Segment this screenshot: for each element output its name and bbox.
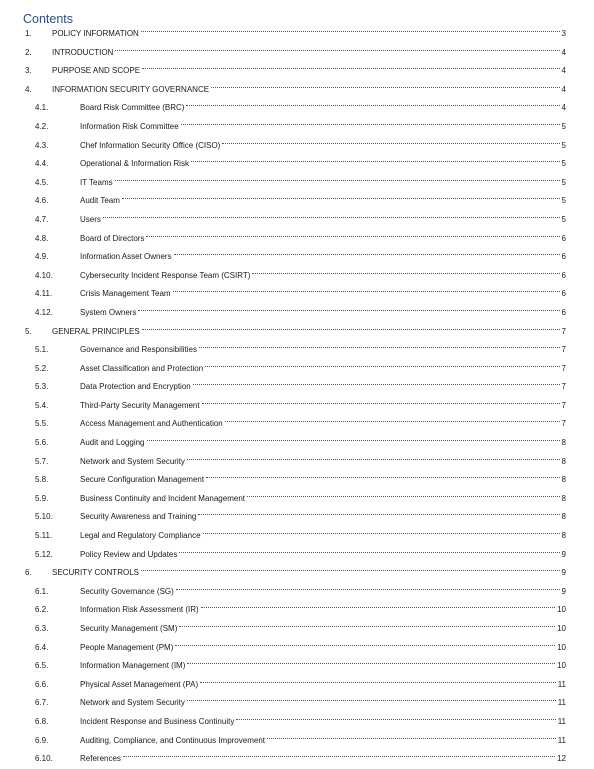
toc-entry-line [80,155,566,174]
toc-entry[interactable] [0,415,594,434]
toc-entry-page: 7 [561,419,566,429]
toc-dot-leader [122,198,560,199]
toc-dot-leader [174,254,560,255]
toc-entry-line [80,360,566,379]
toc-entry-number: 5.2. [35,363,49,373]
toc-entry-line [80,713,566,732]
toc-entry-line [80,508,566,527]
toc-entry-number: 4.2. [35,121,49,131]
toc-entry[interactable] [0,657,594,676]
toc-entry-line [80,639,566,658]
toc-entry-number: 5.9. [35,493,49,503]
toc-entry-page: 3 [561,29,566,38]
toc-entry-page: 11 [557,698,566,708]
toc-dot-leader [236,719,555,720]
toc-entry[interactable] [0,732,594,751]
toc-dot-leader [146,236,559,237]
toc-entry-line [80,453,566,472]
toc-dot-leader [187,700,556,701]
toc-entry-line [80,694,566,713]
toc-entry-line [80,304,566,323]
toc-dot-leader [199,347,560,348]
toc-entry[interactable] [0,601,594,620]
toc-entry-title: Information Management (IM) [80,661,186,671]
toc-entry-page: 9 [561,549,566,559]
toc-entry-title: IT Teams [80,177,113,187]
toc-entry-page: 4 [561,66,566,76]
toc-entry-title: Secure Configuration Management [80,475,205,485]
toc-entry-number: 4. [25,84,32,94]
toc-dot-leader [115,180,560,181]
toc-entry[interactable] [0,471,594,490]
toc-entry-number: 3. [25,66,32,76]
toc-entry-page: 5 [561,196,566,206]
toc-dot-leader [181,124,560,125]
toc-entry-title: System Owners [80,307,137,317]
toc-dot-leader [142,68,560,69]
toc-entry-page: 7 [561,400,566,410]
toc-entry-page: 8 [561,438,566,448]
toc-entry-page: 7 [561,363,566,373]
toc-entry[interactable] [0,713,594,732]
toc-dot-leader [252,273,559,274]
toc-entry-page: 6 [561,233,566,243]
toc-entry[interactable] [0,434,594,453]
toc-entry-title: Audit and Logging [80,438,145,448]
toc-entry-title: Board Risk Committee (BRC) [80,103,185,113]
toc-entry-line [52,25,566,44]
toc-entry[interactable] [0,508,594,527]
toc-entry-number: 6.8. [35,716,49,726]
toc-dot-leader [187,459,560,460]
toc-entry-title: INFORMATION SECURITY GOVERNANCE [52,84,210,94]
toc-entry-line [80,99,566,118]
toc-entry[interactable] [0,44,594,63]
toc-entry-page: 12 [557,754,566,764]
toc-entry-page: 8 [561,512,566,522]
toc-entry-number: 5.11. [35,531,53,541]
toc-entry-page: 5 [561,214,566,224]
toc-entry-title: Board of Directors [80,233,145,243]
toc-entry[interactable] [0,583,594,602]
toc-entry-title: Physical Asset Management (PA) [80,679,199,689]
toc-entry[interactable] [0,639,594,658]
toc-dot-leader [176,589,560,590]
toc-dot-leader [141,31,560,32]
toc-entry-number: 4.4. [35,159,49,169]
toc-entry-line [80,211,566,230]
toc-entry-number: 4.7. [35,214,49,224]
toc-entry-title: SECURITY CONTROLS [52,568,139,578]
toc-dot-leader [200,682,556,683]
toc-entry-line [80,490,566,509]
toc-dot-leader [193,384,560,385]
toc-entry-title: Business Continuity and Incident Management [80,493,245,503]
toc-dot-leader [142,329,560,330]
toc-entry-line [80,267,566,286]
toc-entry-number: 5.12. [35,549,53,559]
toc-entry[interactable] [0,174,594,193]
toc-entry[interactable] [0,397,594,416]
toc-entry-number: 4.11. [35,289,53,299]
toc-entry[interactable] [0,25,594,44]
toc-entry-line [80,415,566,434]
toc-dot-leader [211,87,559,88]
toc-entry-line [52,44,566,63]
toc-entry[interactable] [0,676,594,695]
toc-entry-title: Legal and Regulatory Compliance [80,531,201,541]
toc-entry[interactable] [0,620,594,639]
toc-entry-number: 5.8. [35,475,49,485]
toc-entry-title: Crisis Management Team [80,289,171,299]
toc-entry-number: 4.12. [35,307,53,317]
toc-entry-number: 5.1. [35,345,49,355]
toc-entry-line [52,62,566,81]
toc-entry-line [80,750,566,769]
toc-entry[interactable] [0,341,594,360]
toc-entry-line [80,397,566,416]
toc-dot-leader [147,440,560,441]
toc-entry[interactable] [0,118,594,137]
toc-entry-title: Data Protection and Encryption [80,382,191,392]
toc-entry-page: 10 [557,605,566,615]
toc-dot-leader [247,496,560,497]
toc-dot-leader [141,570,560,571]
toc-entry-page: 6 [561,307,566,317]
toc-entry-page: 8 [561,456,566,466]
toc-entry-title: People Management (PM) [80,642,174,652]
toc-entry-line [80,118,566,137]
toc-entry-title: Auditing, Compliance, and Continuous Improvement [80,735,265,745]
toc-entry-line [80,471,566,490]
toc-entry-title: Information Risk Assessment (IR) [80,605,199,615]
toc-entry[interactable] [0,490,594,509]
toc-entry-title: Information Risk Committee [80,121,179,131]
toc-dot-leader [186,105,559,106]
toc-entry-page: 8 [561,531,566,541]
toc-entry-line [80,601,566,620]
toc-entry-line [80,137,566,156]
toc-entry-number: 6.7. [35,698,49,708]
toc-entry[interactable] [0,285,594,304]
toc-entry-title: Access Management and Authentication [80,419,223,429]
toc-entry-title: References [80,754,121,764]
toc-entry[interactable] [0,99,594,118]
toc-entry-line [80,620,566,639]
toc-entry-title: GENERAL PRINCIPLES [52,326,140,336]
toc-entry-title: Asset Classification and Protection [80,363,204,373]
toc-entry-number: 2. [25,47,32,57]
toc-entry-line [80,527,566,546]
toc-entry[interactable] [0,360,594,379]
toc-entry-title: Chef Information Security Office (CISO) [80,140,221,150]
toc-entry[interactable] [0,378,594,397]
contents-heading: Contents [23,12,74,26]
toc-entry[interactable] [0,546,594,565]
toc-entry[interactable] [0,192,594,211]
toc-dot-leader [138,310,559,311]
toc-dot-leader [123,756,555,757]
toc-entry-line [80,434,566,453]
toc-entry-line [80,174,566,193]
toc-entry-number: 4.5. [35,177,49,187]
toc-entry-title: Security Management (SM) [80,624,178,633]
toc-dot-leader [206,477,559,478]
toc-dot-leader [267,738,556,739]
toc-entry-number: 5.5. [35,419,49,429]
toc-entry-number: 4.10. [35,270,53,280]
toc-entry-number: 6.3. [35,624,49,633]
toc-dot-leader [175,645,555,646]
toc-entry-number: 1. [25,29,32,38]
toc-entry-number: 6.2. [35,605,49,615]
toc-entry-title: Third-Party Security Management [80,400,200,410]
toc-entry-page: 4 [561,47,566,57]
toc-entry-line [80,341,566,360]
toc-entry[interactable] [0,248,594,267]
toc-entry[interactable] [0,694,594,713]
toc-entry-number: 4.9. [35,252,49,262]
toc-entry-page: 10 [557,624,566,633]
toc-entry-page: 5 [561,177,566,187]
toc-entry-number: 4.8. [35,233,49,243]
toc-entry-title: Governance and Responsibilities [80,345,197,355]
toc-entry-number: 5.6. [35,438,49,448]
toc-dot-leader [198,514,559,515]
toc-dot-leader [173,291,560,292]
toc-dot-leader [191,161,560,162]
toc-dot-leader [201,607,555,608]
toc-entry-page: 5 [561,121,566,131]
toc-dot-leader [179,626,555,627]
toc-entry-page: 10 [557,661,566,671]
toc-entry-title: Incident Response and Business Continuity [80,716,235,726]
toc-entry-page: 4 [561,84,566,94]
toc-dot-leader [103,217,560,218]
toc-entry-number: 6.4. [35,642,49,652]
toc-entry-line [80,192,566,211]
toc-dot-leader [203,533,560,534]
toc-entry-number: 4.3. [35,140,49,150]
toc-entry-title: Audit Team [80,196,120,206]
toc-entry-page: 9 [561,568,566,578]
toc-entry-title: Security Awareness and Training [80,512,197,522]
toc-dot-leader [225,421,560,422]
toc-entry-number: 5.4. [35,400,49,410]
toc-entry-page: 7 [561,326,566,336]
toc-entry-page: 10 [557,642,566,652]
toc-dot-leader [179,552,559,553]
toc-entry-number: 6.1. [35,586,49,596]
toc-entry-page: 8 [561,493,566,503]
toc-entry-title: Security Governance (SG) [80,586,174,596]
toc-dot-leader [205,366,559,367]
toc-entry-number: 4.1. [35,103,49,113]
toc-entry-line [52,564,566,583]
toc-entry[interactable] [0,304,594,323]
toc-entry[interactable] [0,453,594,472]
toc-dot-leader [115,50,559,51]
toc-entry-title: PURPOSE AND SCOPE [52,66,141,76]
toc-entry[interactable] [0,137,594,156]
toc-entry-title: Information Asset Owners [80,252,172,262]
toc-entry[interactable] [0,155,594,174]
toc-entry-number: 5. [25,326,32,336]
toc-entry-page: 7 [561,345,566,355]
toc-entry-page: 9 [561,586,566,596]
toc-dot-leader [202,403,560,404]
toc-dot-leader [187,663,555,664]
toc-entry-page: 5 [561,159,566,169]
toc-entry-line [52,81,566,100]
toc-entry-page: 6 [561,252,566,262]
toc-entry-line [80,285,566,304]
toc-entry-number: 6.9. [35,735,49,745]
toc-entry-number: 5.10. [35,512,53,522]
toc-entry-title: Users [80,214,101,224]
toc-entry-number: 5.3. [35,382,49,392]
toc-entry-page: 8 [561,475,566,485]
toc-entry-title: Network and System Security [80,456,185,466]
toc-entry[interactable] [0,750,594,769]
toc-entry-line [80,230,566,249]
toc-entry[interactable] [0,564,594,583]
toc-entry-page: 11 [557,716,566,726]
toc-entry-title: Policy Review and Updates [80,549,178,559]
toc-entry-page: 11 [557,735,566,745]
toc-entry-page: 5 [561,140,566,150]
toc-entry-title: INTRODUCTION [52,47,114,57]
toc-entry-line [80,248,566,267]
toc-entry-line [80,546,566,565]
toc-entry-page: 4 [561,103,566,113]
toc-entry-page: 6 [561,270,566,280]
toc-entry-number: 6.5. [35,661,49,671]
toc-entry[interactable] [0,62,594,81]
toc-entry-line [80,657,566,676]
toc-entry-line [80,732,566,751]
toc-entry[interactable] [0,81,594,100]
toc-entry-line [52,323,566,342]
toc-entry-page: 6 [561,289,566,299]
toc-entry-title: POLICY INFORMATION [52,29,139,38]
toc-entry-number: 6. [25,568,32,578]
toc-entry-number: 5.7. [35,456,49,466]
toc-entry-number: 4.6. [35,196,49,206]
toc-entry-page: 7 [561,382,566,392]
toc-entry[interactable] [0,267,594,286]
toc-entry[interactable] [0,323,594,342]
toc-entry[interactable] [0,527,594,546]
toc-entry-line [80,583,566,602]
toc-entry-title: Operational & Information Risk [80,159,189,169]
table-of-contents [0,25,594,769]
toc-entry-number: 6.6. [35,679,49,689]
toc-entry-line [80,378,566,397]
toc-entry-page: 11 [557,679,566,689]
toc-entry-title: Cybersecurity Incident Response Team (CSIRT) [80,270,251,280]
toc-dot-leader [222,143,559,144]
toc-entry[interactable] [0,211,594,230]
toc-entry-line [80,676,566,695]
toc-entry[interactable] [0,230,594,249]
toc-entry-title: Network and System Security [80,698,185,708]
toc-entry-number: 6.10. [35,754,53,764]
